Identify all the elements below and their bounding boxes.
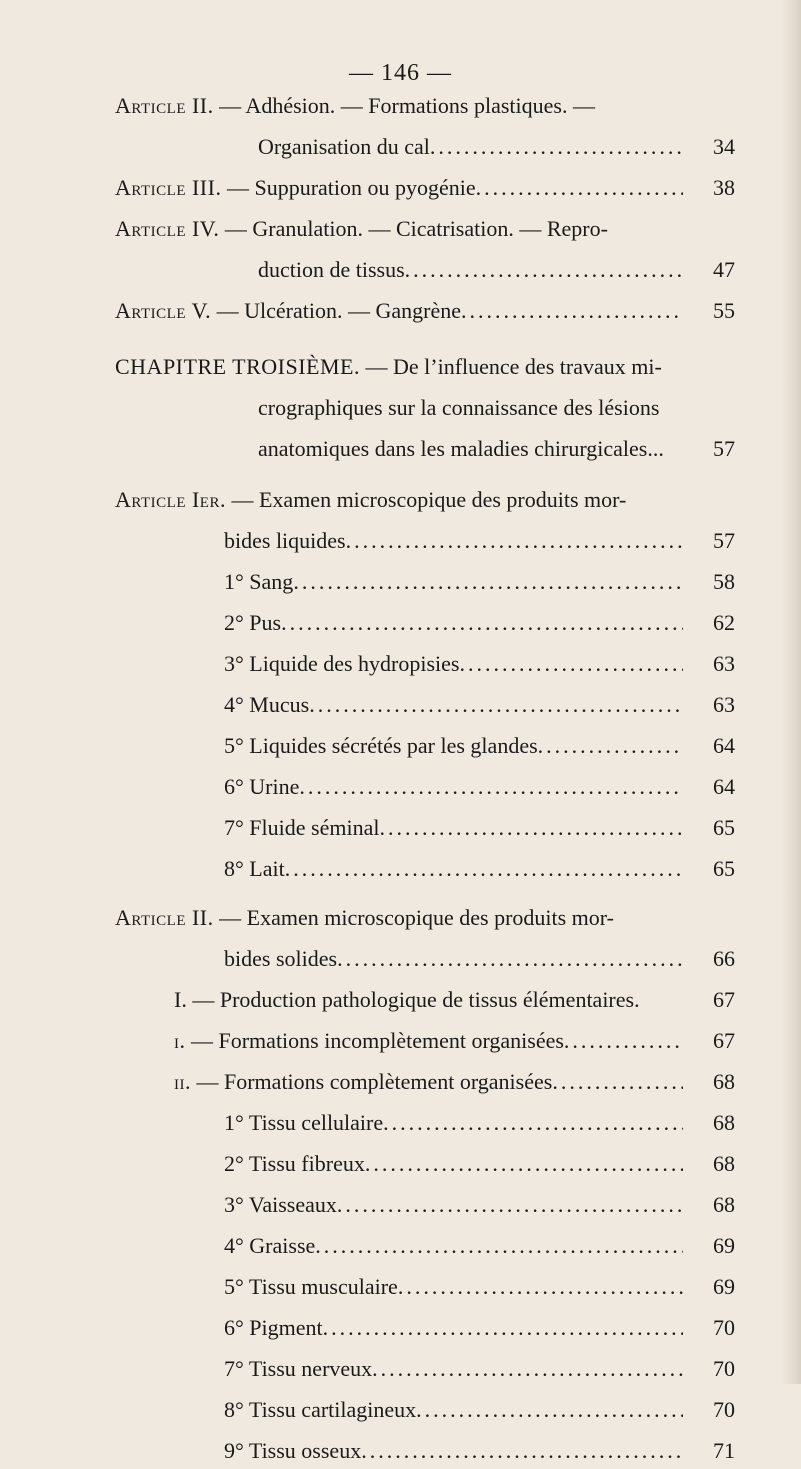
entry-text: 2° Tissu fibreux <box>224 1151 365 1176</box>
entry-page: 70 <box>713 1315 735 1340</box>
toc-entry <box>0 1023 801 1059</box>
entry-text: 6° Urine <box>224 774 300 799</box>
entry-text: — Suppuration ou pyogénie <box>226 175 476 200</box>
entry-text: 7° Fluide séminal <box>224 815 380 840</box>
entry-page: 68 <box>713 1110 735 1135</box>
toc-entry <box>0 1310 801 1346</box>
entry-page: 47 <box>713 257 735 282</box>
entry-text: 3° Liquide des hydropisies <box>224 651 460 676</box>
toc-entry <box>0 1269 801 1305</box>
entry-page: 64 <box>713 774 735 799</box>
entry-text: 5° Tissu musculaire <box>224 1274 398 1299</box>
entry-page: 38 <box>713 175 735 200</box>
entry-label: Article V. <box>115 298 212 323</box>
entry-text: 3° Vaisseaux <box>224 1192 337 1217</box>
toc-entry <box>0 129 801 165</box>
entry-label: Article IV. <box>115 216 220 241</box>
toc-entry <box>0 687 801 723</box>
entry-text: — Adhésion. — Formations plastiques. — <box>219 93 595 118</box>
entry-page: 58 <box>713 569 735 594</box>
toc-entry <box>0 252 801 288</box>
entry-label: i. <box>174 1028 186 1053</box>
entry-text: Organisation du cal <box>258 134 430 159</box>
toc-entry <box>0 482 801 518</box>
entry-page: 63 <box>713 651 735 676</box>
entry-page: 57 <box>713 528 735 553</box>
entry-text: 9° Tissu osseux <box>224 1438 362 1463</box>
entry-label: Article II. <box>115 93 214 118</box>
toc-entry <box>0 728 801 764</box>
toc-entry <box>0 1064 801 1100</box>
toc-entry <box>0 1146 801 1182</box>
entry-page: 55 <box>713 298 735 323</box>
toc-entry <box>0 941 801 977</box>
toc-entry <box>0 1105 801 1141</box>
entry-page: 71 <box>713 1438 735 1463</box>
entry-label: Article II. <box>115 905 214 930</box>
entry-text: bides liquides <box>224 528 346 553</box>
toc-entry-chapter <box>0 349 801 385</box>
page-header: — 146 — <box>349 60 452 86</box>
entry-text: 8° Tissu cartilagineux <box>224 1397 417 1422</box>
entry-page: 68 <box>713 1069 735 1094</box>
entry-page: 57 <box>713 436 735 461</box>
entry-text: — Formations complètement organisées <box>196 1069 553 1094</box>
entry-page: 66 <box>713 946 735 971</box>
entry-text: 5° Liquides sécrétés par les glandes <box>224 733 538 758</box>
toc-entry <box>0 293 801 329</box>
entry-label: Article III. <box>115 175 222 200</box>
toc-entry <box>0 170 801 206</box>
toc-entry <box>0 390 801 426</box>
entry-text: — Ulcération. — Gangrène <box>216 298 461 323</box>
toc-entry <box>0 769 801 805</box>
entry-text: — Examen microscopique des produits mor- <box>231 487 627 512</box>
entry-label: ii. <box>174 1069 191 1094</box>
entry-text: — Production pathologique de tissus élémentaires. <box>192 987 640 1012</box>
toc-entry <box>0 564 801 600</box>
entry-page: 63 <box>713 692 735 717</box>
entry-page: 34 <box>713 134 735 159</box>
toc-entry <box>0 810 801 846</box>
entry-text: bides solides <box>224 946 338 971</box>
entry-text: — Examen microscopique des produits mor- <box>219 905 615 930</box>
entry-text: 4° Mucus <box>224 692 310 717</box>
entry-text: 1° Tissu cellulaire <box>224 1110 384 1135</box>
toc-entry <box>0 211 801 247</box>
toc-entry <box>0 1433 801 1469</box>
toc-entry <box>0 1228 801 1264</box>
entry-text: — Granulation. — Cicatrisation. — Repro- <box>224 216 608 241</box>
entry-text: 6° Pigment <box>224 1315 323 1340</box>
toc-entry <box>0 900 801 936</box>
entry-text: — Formations incomplètement organisées <box>191 1028 564 1053</box>
entry-page: 70 <box>713 1397 735 1422</box>
toc-entry <box>0 431 801 467</box>
entry-page: 68 <box>713 1192 735 1217</box>
entry-page: 64 <box>713 733 735 758</box>
toc-entry <box>0 1392 801 1428</box>
entry-page: 67 <box>713 987 735 1012</box>
entry-text: anatomiques dans les maladies chirurgicales... <box>258 436 664 461</box>
entry-text: 4° Graisse <box>224 1233 316 1258</box>
chapter-label: CHAPITRE TROISIÈME. <box>115 354 360 379</box>
entry-text: duction de tissus <box>258 257 405 282</box>
entry-page: 70 <box>713 1356 735 1381</box>
toc-entry <box>0 88 801 124</box>
entry-page: 62 <box>713 610 735 635</box>
toc-entry <box>0 1351 801 1387</box>
entry-page: 68 <box>713 1151 735 1176</box>
entry-text: 7° Tissu nerveux <box>224 1356 373 1381</box>
entry-page: 65 <box>713 856 735 881</box>
toc-entry <box>0 1187 801 1223</box>
entry-page: 69 <box>713 1233 735 1258</box>
entry-page: 69 <box>713 1274 735 1299</box>
toc-entry <box>0 982 801 1018</box>
entry-page: 65 <box>713 815 735 840</box>
toc-entry <box>0 851 801 887</box>
entry-text: 1° Sang <box>224 569 294 594</box>
entry-label: Article Ier. <box>115 487 226 512</box>
entry-text: 2° Pus <box>224 610 282 635</box>
entry-text: 8° Lait <box>224 856 285 881</box>
entry-text: — De l’influence des travaux mi- <box>365 354 662 379</box>
entry-label: I. <box>174 987 187 1012</box>
entry-text: crographiques sur la connaissance des lésions <box>258 395 660 420</box>
toc-entry <box>0 605 801 641</box>
entry-page: 67 <box>713 1028 735 1053</box>
toc-entry <box>0 646 801 682</box>
toc-entry <box>0 523 801 559</box>
